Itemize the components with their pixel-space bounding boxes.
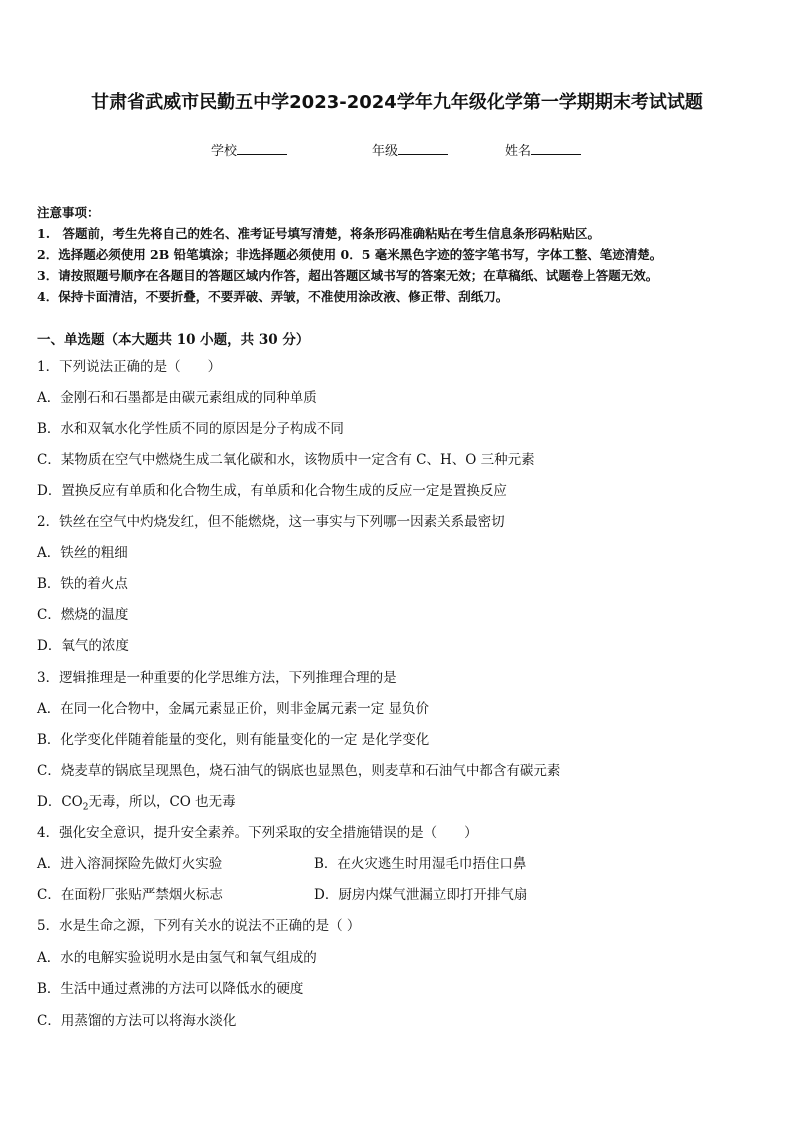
name-field [505,140,581,159]
question-5-option-a: A．水的电解实验说明水是由氢气和氧气组成的 [37,950,317,966]
question-5-stem: 5．水是生命之源，下列有关水的说法不正确的是（ ） [37,918,361,934]
q3-d-suffix: 无毒，所以，CO 也无毒 [88,794,236,810]
question-1-stem: 1．下列说法正确的是（ ） [37,359,222,375]
grade-blank [398,142,448,155]
q3-d-subscript: 2 [82,802,89,813]
question-5-option-b: B．生活中通过煮沸的方法可以降低水的硬度 [37,981,304,997]
question-4-option-d: D．厨房内煤气泄漏立即打开排气扇 [314,887,528,903]
question-1-option-c: C．某物质在空气中燃烧生成二氧化碳和水，该物质中一定含有 C、H、O 三种元素 [37,452,535,468]
section-heading: 一、单选题（本大题共 10 小题，共 30 分） [37,332,310,348]
school-field [211,140,287,159]
question-4-option-c: C．在面粉厂张贴严禁烟火标志 [37,887,223,903]
question-3-option-c: C．烧麦草的锅底呈现黑色，烧石油气的锅底也显黑色，则麦草和石油气中都含有碳元素 [37,763,561,779]
note-item: 1. 答题前，考生先将自己的姓名、准考证号填写清楚，将条形码准确粘贴在考生信息条形码粘贴区。 [37,226,601,241]
note-item: 2．选择题必须使用 2B 铅笔填涂；非选择题必须使用 0．5 毫米黑色字迹的签字笔书写，字体工整、笔迹清楚。 [37,247,663,262]
question-5-option-c: C．用蒸馏的方法可以将海水淡化 [37,1013,237,1029]
school-blank [237,142,287,155]
school-label: 学校 [211,144,238,159]
grade-field [372,140,448,159]
name-blank [531,142,581,155]
question-3-option-a: A．在同一化合物中，金属元素显正价，则非金属元素一定 显负价 [37,701,430,717]
question-4-stem: 4．强化安全意识，提升安全素养。下列采取的安全措施错误的是（ ） [37,825,478,841]
exam-title: 甘肃省武威市民勤五中学2023-2024学年九年级化学第一学期期末考试试题 [91,92,703,113]
note-item: 3．请按照题号顺序在各题目的答题区域内作答，超出答题区域书写的答案无效；在草稿纸、试题卷上答题无效。 [37,268,659,283]
question-4-option-b: B．在火灾逃生时用湿毛巾捂住口鼻 [314,856,527,872]
question-1-option-d: D．置换反应有单质和化合物生成，有单质和化合物生成的反应一定是置换反应 [37,483,507,499]
question-1-option-a: A．金刚石和石墨都是由碳元素组成的同种单质 [37,390,317,406]
question-1-option-b: B．水和双氧水化学性质不同的原因是分子构成不同 [37,421,344,437]
name-label: 姓名 [505,144,532,159]
question-4-option-a: A．进入溶洞探险先做灯火实验 [37,856,223,872]
question-2-stem: 2．铁丝在空气中灼烧发红，但不能燃烧，这一事实与下列哪一因素关系最密切 [37,514,505,530]
question-3-option-b: B．化学变化伴随着能量的变化，则有能量变化的一定 是化学变化 [37,732,430,748]
note-item: 4．保持卡面清洁，不要折叠，不要弄破、弄皱，不准使用涂改液、修正带、刮纸刀。 [37,289,509,304]
question-2-option-a: A．铁丝的粗细 [37,545,128,561]
notes-heading: 注意事项： [37,205,100,220]
q3-d-prefix: D．CO [37,794,83,810]
question-2-option-b: B．铁的着火点 [37,576,128,592]
question-3-stem: 3．逻辑推理是一种重要的化学思维方法，下列推理合理的是 [37,670,397,686]
question-2-option-c: C．燃烧的温度 [37,607,129,623]
question-3-option-d [37,790,236,813]
grade-label: 年级 [372,144,399,159]
question-2-option-d: D．氧气的浓度 [37,638,129,654]
